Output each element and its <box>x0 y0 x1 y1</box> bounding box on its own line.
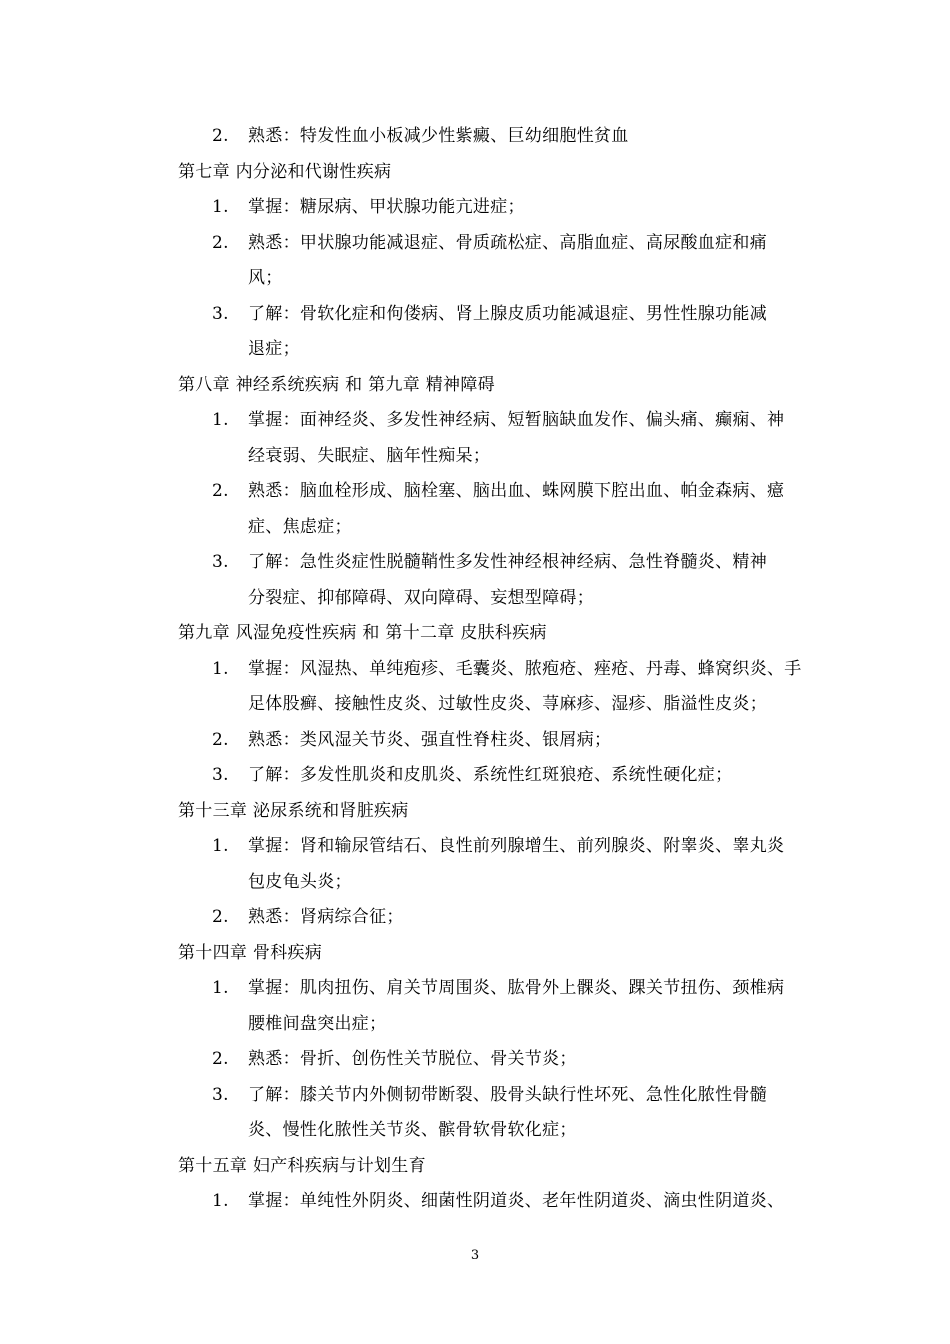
list-item-text: 熟悉：骨折、创伤性关节脱位、骨关节炎； <box>248 1049 577 1069</box>
chapter-heading: 第十五章 妇产科疾病与计划生育 <box>178 1155 426 1176</box>
chapter-heading: 第十三章 泌尿系统和肾脏疾病 <box>178 800 409 821</box>
list-item-number: 3. <box>212 552 229 572</box>
chapter-heading: 第七章 内分泌和代谢性疾病 <box>178 161 392 182</box>
list-item-text: 了解：急性炎症性脱髓鞘性多发性神经根神经病、急性脊髓炎、精神 <box>248 552 767 572</box>
list-item-continuation: 经衰弱、失眠症、脑年性痴呆； <box>248 445 491 466</box>
list-item <box>178 1189 818 1213</box>
list-item <box>178 657 818 681</box>
list-item <box>178 124 818 148</box>
list-item-text: 熟悉：类风湿关节炎、强直性脊柱炎、银屑病； <box>248 729 612 750</box>
list-item-number: 2. <box>212 729 229 750</box>
list-item <box>178 1047 818 1071</box>
list-item-number: 2. <box>212 232 229 253</box>
list-item-continuation: 腰椎间盘突出症； <box>248 1013 387 1034</box>
list-item-text: 掌握：肾和输尿管结石、良性前列腺增生、前列腺炎、附睾炎、睾丸炎 <box>248 836 785 856</box>
list-item-number: 1. <box>212 1191 229 1211</box>
list-item-number: 2. <box>212 481 229 501</box>
chapter-heading: 第十四章 骨科疾病 <box>178 942 323 963</box>
list-item <box>178 976 818 1000</box>
chapter-heading: 第九章 风湿免疫性疾病 和 第十二章 皮肤科疾病 <box>178 623 547 643</box>
list-item-number: 3. <box>212 1084 229 1105</box>
list-item-number: 1. <box>212 978 229 998</box>
chapter-heading: 第八章 神经系统疾病 和 第九章 精神障碍 <box>178 374 495 395</box>
list-item <box>178 550 818 574</box>
list-item-text: 熟悉：甲状腺功能减退症、骨质疏松症、高脂血症、高尿酸血症和痛 <box>248 232 767 253</box>
list-item-text: 熟悉：特发性血小板减少性紫癜、巨幼细胞性贫血 <box>248 126 629 146</box>
list-item <box>178 408 818 432</box>
list-item <box>178 763 818 787</box>
list-item-continuation: 退症； <box>248 339 300 359</box>
page-body <box>178 124 818 1225</box>
list-item-text: 了解：多发性肌炎和皮肌炎、系统性红斑狼疮、系统性硬化症； <box>248 765 733 785</box>
list-item <box>178 728 818 752</box>
list-item-text: 熟悉：肾病综合征； <box>248 907 404 927</box>
list-item-number: 1. <box>212 410 229 430</box>
list-item <box>178 195 818 219</box>
list-item-number: 2. <box>212 1049 229 1069</box>
list-item-continuation: 症、焦虑症； <box>248 516 352 537</box>
list-item-number: 1. <box>212 658 229 679</box>
list-item <box>178 1083 818 1107</box>
list-item-text: 掌握：风湿热、单纯疱疹、毛囊炎、脓疱疮、痤疮、丹毒、蜂窝织炎、手 <box>248 658 802 679</box>
list-item <box>178 479 818 503</box>
list-item-number: 2. <box>212 907 229 927</box>
list-item-number: 3. <box>212 765 229 785</box>
list-item-continuation: 分裂症、抑郁障碍、双向障碍、妄想型障碍； <box>248 587 594 608</box>
list-item-number: 1. <box>212 836 229 856</box>
list-item-text: 掌握：肌肉扭伤、肩关节周围炎、肱骨外上髁炎、踝关节扭伤、颈椎病 <box>248 978 785 998</box>
list-item-continuation: 包皮龟头炎； <box>248 871 352 892</box>
page-number: 3 <box>470 1248 480 1263</box>
list-item-continuation: 足体股癣、接触性皮炎、过敏性皮炎、荨麻疹、湿疹、脂溢性皮炎； <box>248 694 767 714</box>
list-item-text: 掌握：面神经炎、多发性神经病、短暂脑缺血发作、偏头痛、癫痫、神 <box>248 410 785 430</box>
list-item-text: 了解：骨软化症和佝偻病、肾上腺皮质功能减退症、男性性腺功能减 <box>248 303 767 324</box>
list-item <box>178 834 818 858</box>
list-item-text: 熟悉：脑血栓形成、脑栓塞、脑出血、蛛网膜下腔出血、帕金森病、癔 <box>248 481 785 501</box>
list-item <box>178 231 818 255</box>
list-item-number: 3. <box>212 303 229 324</box>
list-item-text: 掌握：单纯性外阴炎、细菌性阴道炎、老年性阴道炎、滴虫性阴道炎、 <box>248 1191 785 1211</box>
list-item <box>178 905 818 929</box>
list-item-continuation: 炎、慢性化脓性关节炎、髌骨软骨软化症； <box>248 1120 577 1140</box>
list-item-text: 掌握：糖尿病、甲状腺功能亢进症； <box>248 197 525 217</box>
list-item-continuation: 风； <box>248 268 283 288</box>
list-item-text: 了解：膝关节内外侧韧带断裂、股骨头缺行性坏死、急性化脓性骨髓 <box>248 1084 767 1105</box>
list-item <box>178 302 818 326</box>
list-item-number: 2. <box>212 126 229 146</box>
list-item-number: 1. <box>212 197 229 217</box>
